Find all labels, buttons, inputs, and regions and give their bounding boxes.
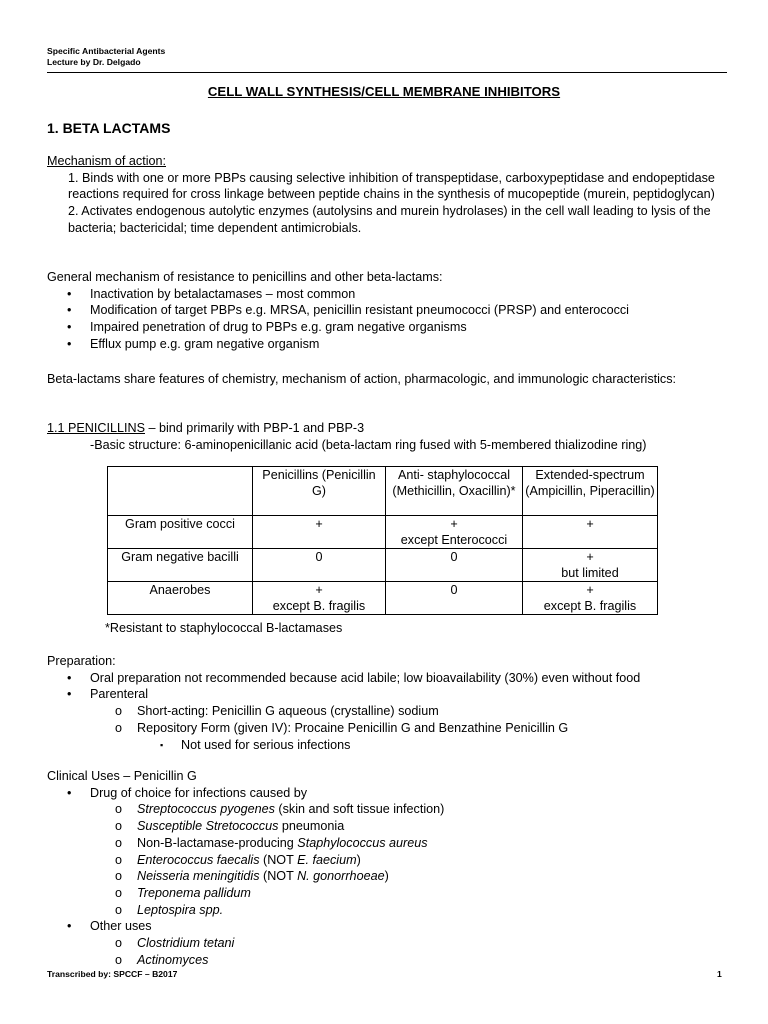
table-footnote: *Resistant to staphylococcal B-lactamases — [105, 621, 343, 635]
shared-features-text: Beta-lactams share features of chemistry, mechanism of action, pharmacologic, and immunologic characteristics: — [47, 372, 677, 386]
basic-structure: -Basic structure: 6-aminopenicillanic acid (beta-lactam ring fused with 5-membered thializodine ring) — [90, 437, 647, 452]
organism-item: o Susceptible Stretococcus pneumonia — [115, 819, 345, 834]
table-header-cell — [108, 467, 253, 516]
list-item: • Efflux pump e.g. gram negative organism — [67, 336, 320, 351]
page-number: 1 — [717, 969, 722, 979]
circle-bullet-icon: o — [115, 936, 123, 951]
organism-item: o Neisseria meningitidis (NOT N. gonorrhoeae) — [115, 869, 389, 884]
circle-bullet-icon: o — [115, 704, 123, 719]
square-bullet-icon: ▪ — [160, 739, 164, 750]
list-item: ▪ Not used for serious infections — [160, 737, 351, 752]
table-header-cell: Penicillins (Penicillin G) — [253, 467, 386, 516]
footer-transcriber: Transcribed by: SPCCF – B2017 — [47, 969, 178, 979]
table-header-row — [108, 467, 658, 516]
preparation-heading: Preparation: — [47, 654, 116, 668]
circle-bullet-icon: o — [115, 952, 123, 967]
table-cell: + but limited — [523, 549, 658, 582]
resistance-section — [47, 269, 727, 353]
organism-item: o Enterococcus faecalis (NOT E. faecium) — [115, 852, 361, 867]
bullet-icon: • — [67, 303, 72, 318]
organism-item: o Non-B-lactamase-producing Staphylococcus aureus — [115, 835, 428, 850]
clinical-heading: Clinical Uses – Penicillin G — [47, 769, 197, 783]
table-cell: + — [523, 516, 658, 549]
penicillins-section — [47, 420, 727, 453]
table-row — [108, 582, 658, 615]
header-course: Specific Antibacterial Agents — [47, 46, 166, 56]
table-cell: + — [253, 516, 386, 549]
table-cell: Anaerobes — [108, 582, 253, 615]
table-cell: + except B. fragilis — [253, 582, 386, 615]
list-item: • Parenteral — [67, 687, 149, 702]
organism-item: o Leptospira spp. — [115, 902, 224, 917]
table-cell: + except Enterococci — [386, 516, 523, 549]
bullet-icon: • — [67, 336, 72, 351]
circle-bullet-icon: o — [115, 802, 123, 817]
spectrum-table — [107, 466, 658, 615]
table-row — [108, 549, 658, 582]
circle-bullet-icon: o — [115, 720, 123, 735]
header-lecturer: Lecture by Dr. Delgado — [47, 57, 141, 67]
circle-bullet-icon: o — [115, 852, 123, 867]
table-cell: Gram positive cocci — [108, 516, 253, 549]
clinical-section — [47, 768, 727, 968]
bullet-icon: • — [67, 320, 72, 335]
list-item: • Drug of choice for infections caused by — [67, 785, 308, 800]
bullet-icon: • — [67, 785, 72, 800]
table-cell: 0 — [386, 549, 523, 582]
table-cell: Gram negative bacilli — [108, 549, 253, 582]
section-heading: 1. BETA LACTAMS — [47, 120, 171, 136]
organism-item: o Clostridium tetani — [115, 936, 235, 951]
header-divider — [47, 72, 727, 73]
table-cell: 0 — [253, 549, 386, 582]
table-cell: 0 — [386, 582, 523, 615]
moa-point-1: 1. Binds with one or more PBPs causing selective inhibition of transpeptidase, carboxypeptidase and endopeptidase reactions required for cross linkage between peptide chains in the synthesis of mucopeptide (murein, peptidoglycan) — [68, 170, 715, 202]
mechanism-section — [47, 153, 727, 237]
list-item: • Inactivation by betalactamases – most common — [67, 286, 356, 301]
circle-bullet-icon: o — [115, 819, 123, 834]
circle-bullet-icon: o — [115, 835, 123, 850]
circle-bullet-icon: o — [115, 869, 123, 884]
organism-item: o Treponema pallidum — [115, 885, 251, 900]
resistance-heading: General mechanism of resistance to penicillins and other beta-lactams: — [47, 270, 443, 284]
moa-point-2: 2. Activates endogenous autolytic enzymes (autolysins and murein hydrolases) in the cell wall leading to lysis of the bacteria; bactericidal; time dependent antimicrobials. — [68, 204, 711, 235]
circle-bullet-icon: o — [115, 902, 123, 917]
organism-item: o Actinomyces — [115, 952, 209, 967]
doc-header — [47, 46, 165, 68]
table-cell: + except B. fragilis — [523, 582, 658, 615]
table-header-cell: Anti- staphylococcal (Methicillin, Oxacillin)* — [386, 467, 523, 516]
penicillins-heading-rest: – bind primarily with PBP-1 and PBP-3 — [145, 421, 365, 435]
bullet-icon: • — [67, 919, 72, 934]
table-row — [108, 516, 658, 549]
list-item: • Modification of target PBPs e.g. MRSA, penicillin resistant pneumococci (PRSP) and enterococci — [67, 303, 629, 318]
preparation-section — [47, 653, 727, 753]
bullet-icon: • — [67, 687, 72, 702]
page-title: CELL WALL SYNTHESIS/CELL MEMBRANE INHIBITORS — [207, 84, 561, 99]
list-item: • Other uses — [67, 919, 152, 934]
list-item: o Repository Form (given IV): Procaine Penicillin G and Benzathine Penicillin G — [115, 720, 569, 735]
circle-bullet-icon: o — [115, 885, 123, 900]
bullet-icon: • — [67, 670, 72, 685]
list-item: • Oral preparation not recommended because acid labile; low bioavailability (30%) even without food — [67, 670, 641, 685]
moa-heading: Mechanism of action: — [47, 154, 166, 168]
bullet-icon: • — [67, 286, 72, 301]
table-header-cell: Extended-spectrum (Ampicillin, Piperacillin) — [523, 467, 658, 516]
list-item: • Impaired penetration of drug to PBPs e.g. gram negative organisms — [67, 320, 467, 335]
organism-item: o Streptococcus pyogenes (skin and soft tissue infection) — [115, 802, 445, 817]
list-item: o Short-acting: Penicillin G aqueous (crystalline) sodium — [115, 704, 439, 719]
penicillins-heading: 1.1 PENICILLINS — [47, 421, 145, 435]
